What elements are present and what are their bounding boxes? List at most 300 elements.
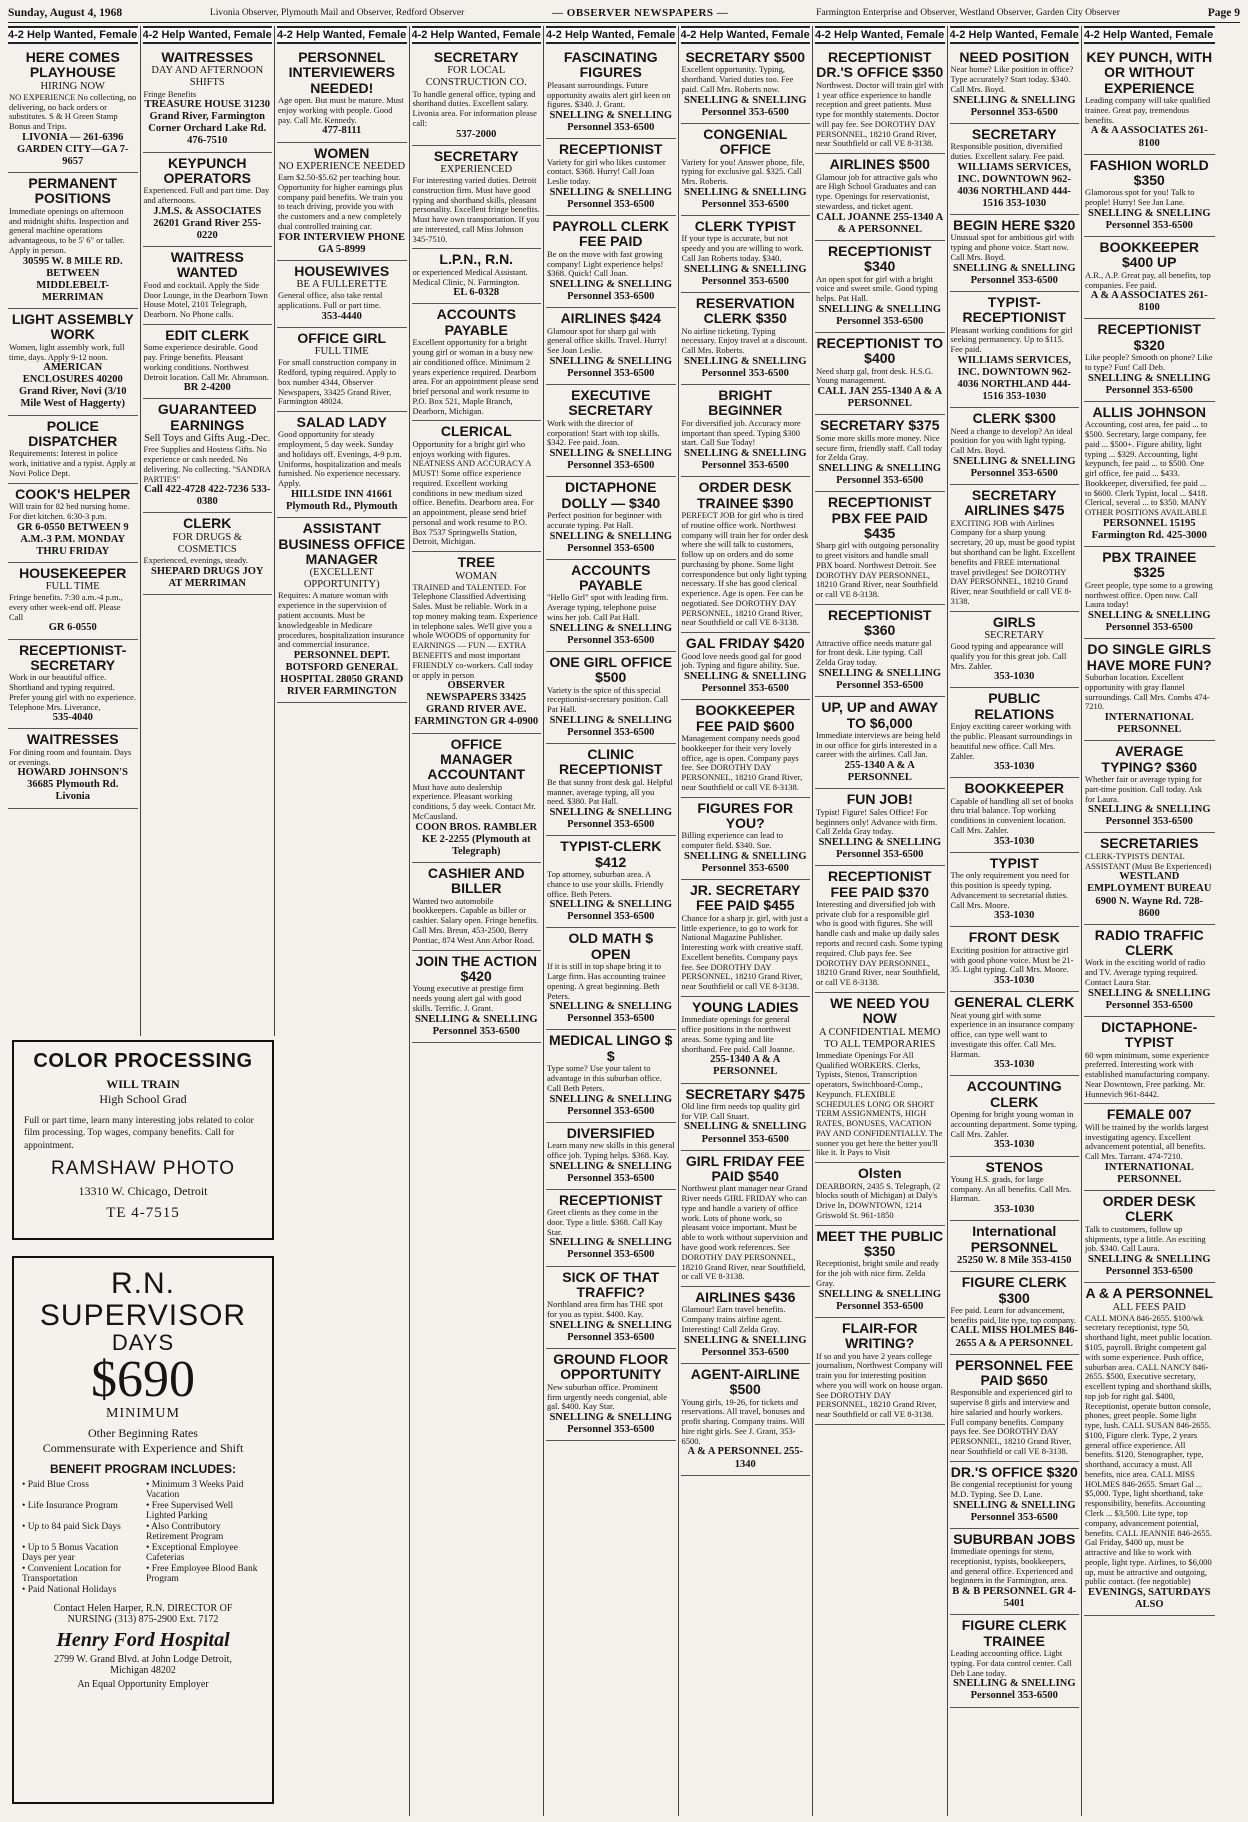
classified-ad bbox=[546, 928, 676, 1030]
classified-ad bbox=[815, 1318, 945, 1425]
ad-contact: SNELLING & SNELLING Personnel 353-6500 bbox=[1087, 372, 1211, 396]
color-processing-ad bbox=[12, 1040, 274, 1240]
ad-title: International PERSONNEL bbox=[970, 1223, 1058, 1255]
ad-body: 60 wpm minimum, some experience preferred. Interesting work with established manufacturing company. Near Downtown, Free parking. Mr. Hunnevich 961-8442. bbox=[1085, 1049, 1210, 1099]
rn-rates1: Other Beginning Rates bbox=[88, 1426, 198, 1441]
classified-ad bbox=[8, 640, 138, 730]
ad-title: SECRETARY bbox=[433, 49, 519, 65]
ad-body: Neat young girl with some experience in an insurance company office, can type well want to investigate this offer. Call Mrs. Harman. bbox=[950, 1009, 1075, 1059]
ad-contact: A & A ASSOCIATES 261-8100 bbox=[1090, 125, 1208, 149]
classified-ad bbox=[546, 1349, 676, 1441]
ad-title: OLD MATH $ OPEN bbox=[568, 930, 653, 962]
ad-body: Experienced. Full and part time. Day and afternoons. bbox=[143, 185, 270, 206]
classified-ad bbox=[546, 477, 676, 559]
ad-subtitle: FULL TIME bbox=[314, 346, 369, 358]
ad-body: Variety is the spice of this special receptionist-secretary position. Call Pat Hall. bbox=[547, 684, 669, 715]
ad-body: PERFECT JOB for girl who is tired of routine office work. Northwest company will train her for order desk where she will talk to customers, follow up on orders and do some purchasing by phone. Some light correspondence but only light typing necessary. If she has good clerical experience. Age is open. Fee can be negotiated. See DOROTHY DAY PERSONNEL, 18210 Grand River, near Southfield or call VE 8-3138. bbox=[681, 510, 809, 628]
ad-body: Pleasant surroundings. Future opportunity awaits alert girl keen on figures. $340. J. Grant. bbox=[547, 79, 671, 110]
ad-title: WOMEN bbox=[314, 144, 370, 161]
ad-body: Earn $2.50-$5.62 per teaching hour. Opportunity for higher earnings plus company paid benefits. We train you to teach driving, provide you with the customers and a new completely dual controlled training car. bbox=[278, 171, 403, 231]
ad-title: SECRETARY $375 bbox=[819, 417, 940, 434]
classified-ad bbox=[1084, 319, 1215, 401]
ad-body: Fringe Benefits bbox=[143, 88, 197, 99]
ad-title: RECEPTIONIST TO $400 bbox=[816, 334, 944, 367]
ad-body: Greet people, type some to a growing northwest office. Open now. Call Laura today! bbox=[1085, 579, 1213, 610]
ad-contact: EVENINGS, SATURDAYS ALSO bbox=[1087, 1587, 1211, 1611]
classified-ad bbox=[950, 992, 1080, 1076]
classified-ad bbox=[815, 154, 945, 241]
ad-body: The only requirement you need for this position is speedy typing. Advancement to secretarial duties. Call Mrs. Moore. bbox=[950, 870, 1070, 910]
ad-body: Be congenial receptionist for young M.D. Typing. See D. Lane. bbox=[950, 1479, 1073, 1499]
classified-ad bbox=[143, 153, 273, 248]
ad-body: Immediate openings for general office positions in the northwest areas. Some typing and lite shorthand. Fee paid. Call Joanne. bbox=[681, 1014, 795, 1054]
classified-ad bbox=[950, 1529, 1080, 1616]
ad-body: DEARBORN, 2435 S. Telegraph, (2 blocks south of Michigan) at Daly's Drive In, DOWNTOWN, 1214 Griswold St. 961-1850 bbox=[816, 1180, 941, 1220]
classified-ad bbox=[1084, 47, 1215, 155]
ad-contact: SNELLING & SNELLING Personnel 353-6500 bbox=[818, 668, 942, 692]
ad-subtitle: EXPERIENCED bbox=[440, 164, 513, 176]
classified-ad bbox=[143, 247, 273, 325]
classified-ad bbox=[815, 492, 945, 605]
ad-title: ORDER DESK CLERK bbox=[1102, 1193, 1196, 1225]
ad-contact: TREASURE HOUSE 31230 Grand River, Farmington Corner Orchard Lake Rd. 476-7510 bbox=[144, 99, 270, 147]
ad-title: RECEPTIONIST $340 bbox=[828, 242, 932, 275]
ad-contact: 25250 W. 8 Mile 353-4150 bbox=[956, 1255, 1072, 1267]
ad-title: GUARANTEED EARNINGS bbox=[157, 401, 257, 433]
ad-body: Chance for a sharp jr. girl, with just a little experience, to go to work for National Magazine Publisher. Interesting work with creative staff. Excellent benefits. Company pays fee. See DOROTHY DAY PERSONNEL, 18210 Grand River, near Southfield or call VE 8-3138. bbox=[681, 912, 809, 992]
ad-title: COOK'S HELPER bbox=[15, 485, 131, 502]
ad-body: Northwest. Doctor will train girl with 1 year office experience to handle reception and greet patients. Must type for monthly statements. Doctor will pay fee. See DOROTHY DAY PERSONNEL, 18210 Grand River, near Southfield or call VE 8-3138. bbox=[816, 79, 944, 149]
ad-title: CLERICAL bbox=[440, 423, 512, 440]
classified-ad bbox=[815, 993, 945, 1163]
masthead bbox=[8, 4, 1240, 23]
section-header: 4-2 Help Wanted, Female bbox=[143, 26, 273, 44]
ad-contact: SNELLING & SNELLING Personnel 353-6500 bbox=[683, 94, 807, 118]
ad-body: Whether fair or average typing for part-time position. Call today. Ask for Laura. bbox=[1085, 774, 1203, 804]
classified-ad bbox=[277, 47, 407, 143]
ad-title: CONGENIAL OFFICE bbox=[703, 125, 788, 158]
classified-ad bbox=[1084, 1104, 1215, 1191]
ad-body: Need a change to develop? An ideal position for you with light typing. Call Mrs. Boyd. bbox=[950, 425, 1073, 456]
ad-body: An open spot for girl with a bright voice and sweet smile. Good typing helps. Pat Hall. bbox=[816, 273, 938, 304]
ramshaw-phone: TE 4-7515 bbox=[106, 1205, 180, 1222]
classified-ad bbox=[546, 1030, 676, 1122]
ad-subtitle: A CONFIDENTIAL MEMO TO ALL TEMPORARIES bbox=[818, 1026, 941, 1050]
column-7 bbox=[813, 26, 948, 1816]
ad-body: Opportunity for a bright girl who enjoys working with figures. NEATNESS AND ACCURACY A MUST! Some office experience required. Excellent working conditions in new medium sized office. Benefits. Dearborn area. For an appointment, please send brief personal and work resume to P.O. Box 7537 Springwells Station, Detroit, Michigan. bbox=[412, 438, 534, 547]
ad-contact: CALL MISS HOLMES 846-2655 A & A PERSONNEL bbox=[950, 1325, 1078, 1349]
ad-contact: CALL JAN 255-1340 A & A PERSONNEL bbox=[817, 386, 943, 410]
ad-body: Billing experience can lead to computer field. $340. Sue. bbox=[681, 830, 783, 851]
ad-contact: OBSERVER NEWSPAPERS 33425 GRAND RIVER AVE. FARMINGTON GR 4-0900 bbox=[414, 680, 539, 728]
classified-ad bbox=[546, 560, 676, 652]
column-3 bbox=[275, 26, 410, 1816]
ad-contact: SNELLING & SNELLING Personnel 353-6500 bbox=[952, 1499, 1076, 1523]
ad-contact: 353-4440 bbox=[321, 310, 362, 322]
ad-title: PERMANENT POSITIONS bbox=[28, 175, 118, 207]
color-processing-sub1: WILL TRAIN bbox=[106, 1077, 180, 1091]
ad-body: Free Supplies and Hostess Gifts. No experience or cash needed. No delivering. No collecting. "SANDRA PARTIES" bbox=[143, 444, 271, 484]
ad-title: NEED POSITION bbox=[959, 49, 1070, 65]
ad-body: Enjoy exciting career working with the public. Pleasant surroundings in beautiful new office. Call Mrs. Zahler. bbox=[950, 721, 1073, 761]
ad-title: PERSONNEL INTERVIEWERS NEEDED! bbox=[288, 49, 395, 96]
ad-title: AIRLINES $436 bbox=[695, 1289, 796, 1306]
ad-body: Pleasant working conditions for girl seeking permanency. Up to $115. Fee paid. bbox=[950, 324, 1073, 355]
ad-body: Must have auto dealership experience. Pleasant working conditions, 5 day week. Contact Mr. McCausland. bbox=[412, 781, 536, 821]
classified-ad bbox=[681, 47, 811, 124]
ad-subtitle: HIRING NOW bbox=[40, 80, 105, 92]
column-1 bbox=[6, 26, 141, 1036]
ad-body: Will train for 82 bed nursing home. For diet kitchen. 6:30-3 p.m. bbox=[9, 500, 130, 521]
classified-ad bbox=[815, 241, 945, 333]
ad-contact: 353-1030 bbox=[994, 975, 1035, 987]
ad-title: AIRLINES $424 bbox=[560, 310, 661, 327]
ad-subtitle: DAY AND AFTERNOON SHIFTS bbox=[151, 65, 264, 89]
ad-title: L.P.N., R.N. bbox=[439, 251, 514, 268]
classified-ad bbox=[681, 1084, 811, 1151]
ad-contact: J.M.S. & ASSOCIATES 26201 Grand River 255-0220 bbox=[153, 205, 262, 241]
ad-contact: SNELLING & SNELLING Personnel 353-6500 bbox=[683, 448, 807, 472]
classified-ad bbox=[412, 951, 542, 1043]
classified-ad bbox=[412, 734, 542, 863]
ad-body: Type some? Use your talent to advantage in this suburban office. Call Beth Peters. bbox=[547, 1063, 662, 1093]
ad-title: OFFICE GIRL bbox=[297, 329, 387, 346]
ad-title: EXECUTIVE SECRETARY bbox=[568, 387, 654, 419]
ad-contact: SNELLING & SNELLING Personnel 353-6500 bbox=[549, 279, 673, 303]
ad-contact: SNELLING & SNELLING Personnel 353-6500 bbox=[549, 1412, 673, 1436]
ad-title: GROUND FLOOR OPPORTUNITY bbox=[553, 1350, 669, 1383]
classified-ad bbox=[1084, 833, 1215, 924]
ad-body: Near home? Like position in office? Type accurately? Start today. $340. Call Mrs. Boyd. bbox=[950, 64, 1074, 94]
classified-ad bbox=[1084, 1191, 1215, 1283]
ad-contact: SNELLING & SNELLING Personnel 353-6500 bbox=[549, 714, 673, 739]
ad-body: Opening for bright young woman in accounting department. Some typing. Call Mrs. Zahler. bbox=[950, 1109, 1078, 1139]
ad-body: Typist! Figure! Sales Office! For beginners only! Advance with firm. Call Zelda Gray today. bbox=[816, 806, 938, 837]
ad-title: SICK OF THAT TRAFFIC? bbox=[562, 1268, 660, 1300]
classified-ad bbox=[681, 633, 811, 700]
ad-contact: COON BROS. RAMBLER KE 2-2255 (Plymouth at Telegraph) bbox=[415, 821, 538, 857]
classified-ad bbox=[1084, 547, 1215, 639]
ad-body: A.R., A.P. Great pay, all benefits, top companies. Fee paid. bbox=[1085, 269, 1211, 290]
rn-rates2: Commensurate with Experience and Shift bbox=[42, 1441, 244, 1456]
ad-title: DR.'S OFFICE $320 bbox=[950, 1463, 1078, 1480]
ad-title: RECEPTIONIST FEE PAID $370 bbox=[828, 868, 932, 900]
rn-benefit-item: • Free Supervised Well Lighted Parking bbox=[146, 1501, 234, 1522]
ad-contact: 353-1030 bbox=[994, 761, 1035, 773]
ad-body: Age open. But must be mature. Must enjoy working with people. Good pay. Call Mr. Kennedy. bbox=[278, 95, 404, 125]
ad-title: RECEPTIONIST DR.'S OFFICE $350 bbox=[816, 49, 944, 81]
ad-body: Receptionist, bright smile and ready for the job with nice firm. Zelda Gray. bbox=[816, 1258, 939, 1288]
classified-ad bbox=[950, 1157, 1080, 1222]
ad-contact: AMERICAN ENCLOSURES 40200 Grand River, Novi (3/10 Mile West of Haggerty) bbox=[18, 362, 127, 410]
ad-contact: SNELLING & SNELLING Personnel 353-6500 bbox=[683, 355, 807, 379]
ad-contact: SNELLING & SNELLING Personnel 353-6500 bbox=[549, 530, 673, 554]
rn-eoe: An Equal Opportunity Employer bbox=[77, 1679, 209, 1691]
ad-contact: LIVONIA — 261-6396 GARDEN CITY—GA 7-9657 bbox=[17, 131, 129, 168]
ad-body: Glamour! Earn travel benefits. Company trains airline agent. Interesting! Call Zelda Gray. bbox=[681, 1304, 786, 1334]
ad-title: FASHION WORLD $350 bbox=[1089, 156, 1209, 188]
classified-ad bbox=[815, 789, 945, 866]
classified-ad bbox=[950, 408, 1080, 485]
ad-body: Interesting and diversified job with private club for a responsible girl who is good with figures. She will handle cash and make up daily sales reports and record cash. Some typing required. Club pays fee. See DOROTHY DAY PERSONNEL, 18210 Grand River, near Southfield, or call VE 8-3138. bbox=[816, 898, 943, 988]
classified-ad bbox=[681, 124, 811, 216]
classified-ad bbox=[950, 215, 1080, 292]
ad-body: Responsible and experienced girl to supervise 8 girls and interview and hire salaried and hourly workers. Full company benefits. Company pays fee. See DOROTHY DAY PERSONNEL, 18210 Grand River, near Southfield or call VE 8-3138. bbox=[950, 1387, 1073, 1456]
ad-body: CALL MONA 846-2655. $100/wk secretary receptionist, type 50, shorthand light, meet public location. $105, payroll. Bright competent gal with some experience. Push office, suburban area. CALL NANCY 846-2655. $500, Executive secretary, excellent typing and shorthand skills, top job for right gal. $400, Receptionist, operate button console, phones, greet people. Some light type, lush. CALL SUSAN 846-2655. $100, Figure clerk. Type, 2 years general office experience. All benefits. $120, Stenographer, type, shorthand, accuracy a must. All benefits, nice area. CALL MISS HOLMES 846-2655. Smart Gal ... $5,000. Type, light shorthand, take responsibility, benefits. Accounting Clerk ... $3,500. Lite type, top company, advancement potential, benefits. CALL JEANNIE 846-2655. Gal Friday, $400 up, must be attractive and like to work with people, light type. Airlines, to $6,000 up, must be attractive and outgoing, public contact. (fee negotiable) bbox=[1085, 1312, 1213, 1587]
section-header: 4-2 Help Wanted, Female bbox=[412, 26, 542, 44]
ad-body: NO EXPERIENCE No collecting, no delivering, no back orders or substitutes. S & H Green Stamp Bonus and Trips. bbox=[9, 91, 137, 132]
ad-title: RECEPTIONIST $360 bbox=[828, 606, 932, 639]
ad-body: Capable of handling all set of books thru trial balance. Top working conditions in convenient location. Call Mrs. Zahler. bbox=[950, 795, 1074, 836]
ad-title: RECEPTIONIST $320 bbox=[1097, 321, 1201, 353]
ad-contact: SNELLING & SNELLING Personnel 353-6500 bbox=[952, 94, 1076, 118]
ad-title: SECRETARIES bbox=[1099, 835, 1199, 852]
ad-contact: 353-1030 bbox=[994, 910, 1035, 922]
ad-title: SECRETARY AIRLINES $475 bbox=[964, 486, 1065, 519]
rn-supervisor: SUPERVISOR bbox=[39, 1298, 247, 1332]
ad-contact: 353-1030 bbox=[994, 671, 1035, 683]
ad-title: FUN JOB! bbox=[846, 791, 913, 808]
ad-body: Requirements: Interest in police work, initiative and a typist. Apply at Novi Police Dept. bbox=[9, 448, 136, 478]
ad-body: Immediate openings for steno, receptionist, typists, bookkeepers, and general office. Experienced and beginners in the Farmington, area. bbox=[950, 1546, 1073, 1586]
ad-title: ACCOUNTING CLERK bbox=[966, 1078, 1062, 1110]
ad-title: ACCOUNTS PAYABLE bbox=[571, 561, 651, 594]
ad-title: LIGHT ASSEMBLY WORK bbox=[11, 310, 134, 343]
ad-title: KEY PUNCH, WITH OR WITHOUT EXPERIENCE bbox=[1086, 49, 1213, 96]
ad-title: SECRETARY bbox=[433, 147, 519, 164]
classified-ad bbox=[143, 47, 273, 153]
ad-contact: CALL JOANNE 255-1340 A & A PERSONNEL bbox=[816, 211, 944, 235]
ad-body: Young girls, 19-26, for tickets and reservations. All travel, bonuses and profit sharing. Company trains. Will hire right girls. See J. Grant, 353-6500. bbox=[681, 1396, 805, 1446]
ad-title: JR. SECRETARY FEE PAID $455 bbox=[690, 882, 801, 914]
classified-ad bbox=[1084, 1017, 1215, 1105]
masthead-left-papers: Livonia Observer, Plymouth Mail and Observer, Redford Observer bbox=[209, 8, 465, 18]
ad-body: If your type is accurate, but not speedy and you are willing to work. Call Jan Roberts today. $340. bbox=[681, 233, 804, 263]
page-number: Page 9 bbox=[1207, 7, 1240, 19]
ad-subtitle: ALL FEES PAID bbox=[1112, 1301, 1186, 1313]
ad-contact: INTERNATIONAL PERSONNEL bbox=[1104, 712, 1194, 736]
ad-body: Wanted two automobile bookkeepers. Capable as biller or cashier. Salary open. Fringe benefits. Call Mrs. Breun, 453-2500, Berry Pontiac, 874 West Ann Arbor Road. bbox=[412, 895, 539, 945]
ad-title: DICTAPHONE DOLLY — $340 bbox=[561, 479, 661, 511]
ad-contact: SHEPARD DRUGS JOY AT MERRIMAN bbox=[151, 565, 264, 589]
ad-body: For diversified job. Accuracy more important than speed. Typing $300 start. Call Sue Today! bbox=[681, 417, 801, 448]
ad-body: Fee paid. Learn for advancement, benefits paid, lite type, top company. bbox=[950, 1304, 1076, 1325]
ad-body: Need sharp gal, front desk. H.S.G. Young management. bbox=[816, 365, 934, 386]
ad-contact: SNELLING & SNELLING Personnel 353-6500 bbox=[683, 186, 807, 210]
ad-title: CLERK TYPIST bbox=[694, 218, 796, 235]
ad-body: No airline ticketing. Typing necessary. Enjoy travel at a discount. Call Mrs. Roberts. bbox=[681, 325, 808, 356]
rn-benefit-item: • Up to 5 Bonus Vacation Days per year bbox=[22, 1543, 119, 1564]
classified-ad bbox=[143, 513, 273, 594]
ad-contact: SNELLING & SNELLING Personnel 353-6500 bbox=[549, 807, 673, 831]
ad-body: EXCITING JOB with Airlines Company for a sharp young secretary, 20 up, must be good typist but shorthand can be light. Excellent benefits and FREE international travel privileges! See DOROTHY DAY PERSONNEL, 18210 Grand River, near Southfield or call VE 8-3138. bbox=[950, 517, 1076, 606]
classified-ad bbox=[950, 1355, 1080, 1462]
ad-body: "Hello Girl" spot with leading firm. Average typing, telephone poise wins her job. Call Pat Hall. bbox=[547, 592, 669, 622]
ad-body: For small construction company in Redford, typing required. Apply to box number 4344, Observer Newspapers, 33425 Grand River, Farmington 48024. bbox=[278, 357, 397, 407]
rn-benefit-item: • Paid National Holidays bbox=[22, 1585, 117, 1596]
classified-ad bbox=[681, 700, 811, 797]
ad-contact: SNELLING & SNELLING Personnel 353-6500 bbox=[549, 1319, 673, 1343]
rn-contact: Contact Helen Harper, R.N. DIRECTOR OF NURSING (313) 875-2900 Ext. 7172 bbox=[53, 1603, 233, 1626]
ad-body: Work in the exciting world of radio and TV. Average typing required. Contact Laura Star. bbox=[1085, 957, 1206, 987]
ad-contact: EL 6-0328 bbox=[453, 287, 500, 299]
ad-subtitle: FULL TIME bbox=[45, 581, 100, 593]
ad-contact: WILLIAMS SERVICES, INC. DOWNTOWN 962-4036 NORTHLAND 444-1516 353-1030 bbox=[957, 354, 1071, 403]
ad-subtitle: NO EXPERIENCE NEEDED bbox=[278, 160, 406, 172]
classified-ad bbox=[815, 333, 945, 415]
ad-body: Leading company will take qualified trainee. Great pay, tremendous benefits. bbox=[1085, 95, 1211, 125]
ad-body: Some experience desirable. Good pay. Fringe benefits. Pleasant working conditions. Northwest Detroit location. Call Mr. Abramson. bbox=[143, 342, 269, 382]
ad-title: PUBLIC RELATIONS bbox=[974, 690, 1055, 722]
classified-ad bbox=[1084, 639, 1215, 741]
ad-body: Will be trained by the worlds largest investigating agency. Excellent advancement potential, all benefits. Call Mrs. Tarrant. 474-7210. bbox=[1085, 1121, 1209, 1162]
masthead-title: — OBSERVER NEWSPAPERS — bbox=[552, 7, 729, 19]
ad-body: Excellent opportunity for a bright young girl or woman in a busy new air conditioned office. Minimum 2 years experience required. Dearborn area. For an appointment please send brief personal and work resume to P.O. Box 521, Maple Branch, Dearborn, Michigan. bbox=[412, 337, 539, 416]
ad-body: Experienced, evenings, steady. bbox=[143, 554, 248, 565]
ad-contact: SNELLING & SNELLING Personnel 353-6500 bbox=[414, 1013, 538, 1037]
column-2 bbox=[141, 26, 276, 1036]
classified-ad bbox=[8, 563, 138, 640]
classified-ad bbox=[950, 1615, 1080, 1707]
ad-title: TYPIST-RECEPTIONIST bbox=[962, 293, 1066, 326]
ad-title: BRIGHT BEGINNER bbox=[708, 387, 783, 419]
classified-ad bbox=[681, 477, 811, 633]
ad-contact: SNELLING & SNELLING Personnel 353-6500 bbox=[818, 837, 942, 861]
classified-ad bbox=[8, 729, 138, 808]
ad-body: Top attorney, suburban area. A chance to use your skills. Friendly office. Beth Peters. bbox=[547, 869, 664, 899]
ad-body: Old line firm needs top quality girl for VIP. Call Stuart. bbox=[681, 1100, 801, 1121]
classified-ad bbox=[815, 1226, 945, 1318]
ad-contact: SNELLING & SNELLING Personnel 353-6500 bbox=[818, 1288, 942, 1312]
classified-ad bbox=[143, 325, 273, 400]
ad-contact: WILLIAMS SERVICES, INC. DOWNTOWN 962-4036 NORTHLAND 444-1516 353-1030 bbox=[957, 161, 1071, 209]
ad-contact: 353-1030 bbox=[994, 1139, 1035, 1151]
ad-title: CLERK $300 bbox=[972, 410, 1056, 427]
ad-title: STENOS bbox=[985, 1158, 1044, 1175]
classified-ad bbox=[950, 927, 1080, 992]
ad-title: CASHIER AND BILLER bbox=[427, 864, 525, 897]
ad-body: Like people? Smooth on phone? Like to type? Fun! Call Deb. bbox=[1085, 352, 1213, 373]
classified-ad bbox=[546, 744, 676, 836]
ad-body: Food and cocktail. Apply the Side Door Lounge, in the Dearborn Town House Motel, 2101 Telegraph, Dearborn. No Phone calls. bbox=[143, 279, 268, 320]
section-header: 4-2 Help Wanted, Female bbox=[950, 26, 1080, 44]
ad-contact: HILLSIDE INN 41661 Plymouth Rd., Plymouth bbox=[286, 489, 398, 513]
rn-benefits-heading: BENEFIT PROGRAM INCLUDES: bbox=[50, 1462, 236, 1477]
ad-title: ONE GIRL OFFICE $500 bbox=[549, 653, 673, 686]
ad-body: Fringe benefits. 7:30 a.m.-4 p.m., every other week-end off. Please Call bbox=[9, 592, 123, 622]
ad-contact: SNELLING & SNELLING Personnel 353-6500 bbox=[1087, 207, 1211, 231]
ad-contact: SNELLING & SNELLING Personnel 353-6500 bbox=[549, 110, 673, 134]
ad-title: FLAIR-FOR WRITING? bbox=[842, 1319, 918, 1352]
ad-body: Good love needs good gal for good job. Typing and figure ability. Sue. bbox=[681, 650, 802, 671]
ad-title: GAL FRIDAY $420 bbox=[685, 635, 805, 652]
ad-title: TREE bbox=[457, 554, 495, 571]
ad-contact: 353-1030 bbox=[994, 835, 1035, 847]
rn-benefit-item: • Convenient Location for Transportation bbox=[22, 1564, 122, 1585]
classified-ad bbox=[8, 47, 138, 173]
ad-contact: SNELLING & SNELLING Personnel 353-6500 bbox=[683, 850, 807, 874]
ad-contact: SNELLING & SNELLING Personnel 353-6500 bbox=[549, 1237, 673, 1261]
ad-title: MEDICAL LINGO $ $ bbox=[549, 1032, 673, 1064]
classified-ad bbox=[546, 836, 676, 928]
classified-ad bbox=[815, 415, 945, 492]
ad-title: DIVERSIFIED bbox=[566, 1124, 655, 1141]
henry-ford-hospital-logo: Henry Ford Hospital bbox=[56, 1629, 230, 1652]
ad-contact: SNELLING & SNELLING Personnel 353-6500 bbox=[683, 263, 807, 287]
section-header: 4-2 Help Wanted, Female bbox=[815, 26, 945, 44]
classified-ad bbox=[8, 416, 138, 484]
ad-title: AVERAGE TYPING? $360 bbox=[1101, 743, 1198, 775]
rn-benefit-item: • Up to 84 paid Sick Days bbox=[22, 1522, 121, 1533]
ad-title: CLERK bbox=[183, 515, 232, 532]
classified-ad bbox=[950, 292, 1080, 408]
classified-ad bbox=[950, 1076, 1080, 1156]
ad-title: KEYPUNCH OPERATORS bbox=[163, 154, 251, 186]
color-processing-body: Full or part time, learn many interesting jobs related to color film processing. Top wages, company benefits. Call for appointment. bbox=[24, 1116, 254, 1151]
classified-ad bbox=[8, 309, 138, 416]
classified-ad bbox=[546, 216, 676, 308]
ad-title: POLICE DISPATCHER bbox=[28, 417, 118, 449]
masthead-right-papers: Farmington Enterprise and Observer, Westland Observer, Garden City Observer bbox=[816, 8, 1120, 18]
classified-ad bbox=[950, 1462, 1080, 1529]
ad-body: Young H.S. grads, for large company. An all benefits. Call Mrs. Harman. bbox=[950, 1173, 1072, 1204]
ad-contact: SNELLING & SNELLING Personnel 353-6500 bbox=[952, 1678, 1076, 1702]
ad-body: Perfect position for beginner with accurate typing. Pat Hall. bbox=[547, 510, 662, 530]
ad-title: RECEPTIONIST bbox=[559, 141, 663, 158]
ad-title: ALLIS JOHNSON bbox=[1092, 403, 1207, 420]
ad-title: FIGURE CLERK TRAINEE bbox=[961, 1617, 1067, 1649]
ad-body: General office, also take rental applications. Full or part time. bbox=[278, 290, 383, 310]
classified-ad bbox=[1084, 741, 1215, 833]
ad-contact: SNELLING & SNELLING Personnel 353-6500 bbox=[952, 455, 1076, 479]
ad-title: RESERVATION CLERK $350 bbox=[695, 294, 795, 327]
rn-benefit-item: • Paid Blue Cross bbox=[22, 1480, 89, 1491]
ad-contact: 477-8111 bbox=[322, 125, 362, 137]
rn-address: 2799 W. Grand Blvd. at John Lodge Detroit, Michigan 48202 bbox=[54, 1654, 232, 1677]
classified-ad bbox=[950, 688, 1080, 778]
classified-ad bbox=[412, 421, 542, 552]
ad-body: or experienced Medical Assistant. Medical Clinic, N. Farmington. bbox=[412, 266, 528, 287]
ad-title: SECRETARY $500 bbox=[685, 49, 806, 65]
ad-body: Immediate openings on afternoon and midnight shifts. Inspection and general machine operations advantageous, to be 5' 6" or taller. Apply in person. bbox=[9, 205, 129, 255]
ramshaw-company: RAMSHAW PHOTO bbox=[50, 1158, 235, 1180]
ad-title: HOUSEWIVES bbox=[294, 262, 390, 279]
column-4 bbox=[410, 26, 545, 1816]
classified-ad bbox=[277, 143, 407, 261]
ad-body: Some more skills more money. Nice secure firm, friendly staff. Call today for Zelda Gray. bbox=[816, 432, 943, 463]
column-5 bbox=[544, 26, 679, 1816]
ad-body: Management company needs good bookkeeper for their very lovely office, age is open. Company pays fee. See DOROTHY DAY PERSONNEL, 18210 Grand River, near Southfield or call VE 8-3138. bbox=[681, 733, 803, 792]
ad-body: Talk to customers, follow up shipments, type a little. An exciting job. $340. Call Laura. bbox=[1085, 1223, 1206, 1254]
ad-contact: 353-1030 bbox=[994, 1204, 1035, 1216]
ad-title: GIRLS bbox=[992, 613, 1036, 630]
classified-ad bbox=[546, 1267, 676, 1349]
classified-ad bbox=[681, 880, 811, 997]
section-header: 4-2 Help Wanted, Female bbox=[277, 26, 407, 44]
ad-contact: 255-1340 A & A PERSONNEL bbox=[844, 760, 915, 784]
ad-title: ACCOUNTS PAYABLE bbox=[436, 306, 516, 338]
ad-contact: Call 422-4728 422-7236 533-0380 bbox=[144, 484, 271, 508]
classified-ad bbox=[277, 412, 407, 518]
ad-contact: SNELLING & SNELLING Personnel 353-6500 bbox=[952, 262, 1076, 286]
ad-contact: SNELLING & SNELLING Personnel 353-6500 bbox=[549, 186, 673, 210]
ad-body: Northwest plant manager near Grand River needs GIRL FRIDAY who can type and handle a variety of office work. Lots of phone work, so pleasant voice important. Must be able to work without supervision and have good work references. See DOROTHY DAY PERSONNEL, 18210 Grand River, near Southfield, or call VE 8-3138. bbox=[681, 1183, 808, 1282]
section-header: 4-2 Help Wanted, Female bbox=[8, 26, 138, 44]
ad-body: Requires: A mature woman with experience in the supervision of patient accounts. Must be knowledgeable in Medicare procedures, hospitalization insurance and commercial insurance. bbox=[278, 590, 405, 650]
classified-ad bbox=[1084, 402, 1215, 547]
ad-contact: HOWARD JOHNSON'S 36685 Plymouth Rd. Livonia bbox=[17, 767, 129, 803]
ad-title: RECEPTIONIST PBX FEE PAID $435 bbox=[828, 494, 932, 541]
